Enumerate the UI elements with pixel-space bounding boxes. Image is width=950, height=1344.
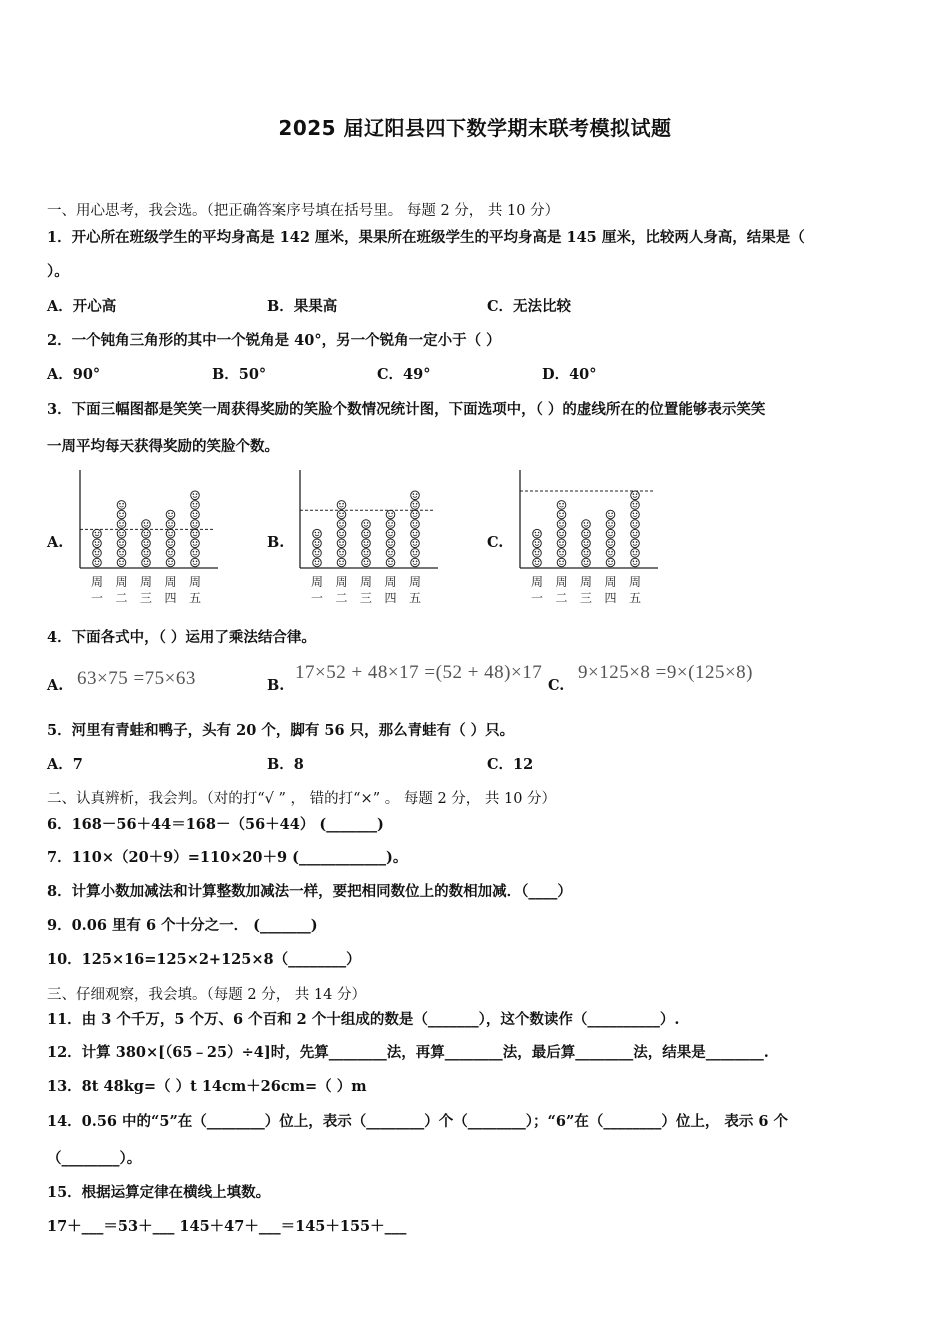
smiley-face-icon: [411, 558, 420, 567]
q5-text: 5．河里有青蛙和鸭子，头有 20 个，脚有 56 只，那么青蛙有（ ）只。: [47, 722, 515, 739]
q1-option-c[interactable]: C．无法比较: [487, 298, 572, 315]
smiley-face-icon: [166, 558, 175, 567]
tick-label: 二: [115, 591, 128, 605]
smiley-face-icon: [533, 539, 542, 548]
smiley-face-icon: [606, 539, 615, 548]
q4-option-b-label[interactable]: B.: [267, 677, 285, 694]
tick-label: 四: [604, 591, 617, 605]
smiley-face-icon: [386, 558, 395, 567]
smiley-face-icon: [337, 501, 346, 510]
smiley-face-icon: [631, 529, 640, 538]
question-item: 6．168－56＋44＝168－（56＋44） (_______): [47, 816, 384, 833]
smiley-face-icon: [337, 549, 346, 558]
tick-label: 周: [139, 575, 153, 589]
smiley-face-icon: [411, 549, 420, 558]
smiley-column: [362, 520, 371, 567]
smiley-face-icon: [582, 539, 591, 548]
smiley-face-icon: [337, 558, 346, 567]
q3-option-b-label[interactable]: B.: [267, 534, 285, 551]
smiley-face-icon: [337, 520, 346, 529]
smiley-face-icon: [166, 510, 175, 519]
smiley-face-icon: [533, 558, 542, 567]
smiley-face-icon: [411, 510, 420, 519]
smiley-face-icon: [386, 510, 395, 519]
tick-label: 一: [530, 591, 544, 605]
tick-label: 周: [90, 575, 104, 589]
smiley-face-icon: [386, 549, 395, 558]
smiley-face-icon: [411, 520, 420, 529]
smiley-face-icon: [166, 549, 175, 558]
smiley-face-icon: [362, 520, 371, 529]
smiley-face-icon: [191, 558, 200, 567]
smiley-face-icon: [337, 529, 346, 538]
smiley-face-icon: [557, 539, 566, 548]
tick-label: 四: [164, 591, 177, 605]
smiley-face-icon: [557, 558, 566, 567]
section3-header: 三、仔细观察，我会填。（每题 2 分， 共 14 分）: [47, 987, 366, 1003]
smiley-face-icon: [166, 520, 175, 529]
q1-option-b[interactable]: B．果果高: [267, 298, 338, 315]
q1-line1: 1．开心所在班级学生的平均身高是 142 厘米，果果所在班级学生的平均身高是 145 厘米，比较两人身高，结果是（: [47, 229, 805, 246]
smiley-column: [606, 510, 615, 567]
question-item: 9．0.06 里有 6 个十分之一． (_______): [47, 917, 318, 934]
q3-line1: 3．下面三幅图都是笑笑一周获得奖励的笑脸个数情况统计图，下面选项中，（ ）的虚线所在的位置能够表示笑笑: [47, 401, 766, 418]
smiley-face-icon: [533, 529, 542, 538]
tick-label: 周: [384, 575, 397, 589]
q4-option-a-label[interactable]: A.: [47, 677, 64, 694]
tick-label: 周: [188, 575, 202, 589]
smiley-face-icon: [313, 529, 322, 538]
smiley-face-icon: [191, 539, 200, 548]
tick-label: 周: [164, 575, 177, 589]
smiley-face-icon: [337, 510, 346, 519]
smiley-face-icon: [313, 558, 322, 567]
q5-option-a[interactable]: A．7: [47, 756, 83, 773]
q3-line2: 一周平均每天获得奖励的笑脸个数。: [47, 438, 279, 455]
smiley-face-icon: [631, 549, 640, 558]
question-item: 11．由 3 个千万，5 个万、6 个百和 2 个十组成的数是（_______），这个数读作（__________）.: [47, 1011, 680, 1028]
tick-label: 周: [335, 575, 348, 589]
q2-option-b[interactable]: B．50°: [212, 366, 267, 383]
tick-label: 四: [384, 591, 397, 605]
smiley-column: [557, 501, 566, 567]
smiley-face-icon: [313, 539, 322, 548]
smiley-face-icon: [533, 549, 542, 558]
q2-text: 2．一个钝角三角形的其中一个锐角是 40°，另一个锐角一定小于（ ）: [47, 332, 501, 349]
smiley-face-icon: [411, 501, 420, 510]
question-item: 15．根据运算定律在横线上填数。: [47, 1184, 271, 1201]
q4-formula-a: 63×75 =75×63: [77, 668, 196, 689]
smiley-face-icon: [606, 510, 615, 519]
smiley-face-icon: [582, 558, 591, 567]
section2-header: 二、认真辨析，我会判。（对的打“√ ” ， 错的打“×” 。 每题 2 分， 共 10 分）: [47, 791, 557, 807]
smiley-face-icon: [142, 558, 151, 567]
tick-label: 周: [604, 575, 617, 589]
smiley-face-icon: [191, 510, 200, 519]
smiley-face-icon: [631, 539, 640, 548]
smiley-face-icon: [411, 491, 420, 500]
chart-b: [290, 465, 440, 610]
tick-label: 五: [628, 591, 642, 605]
tick-label: 五: [408, 591, 422, 605]
smiley-face-icon: [93, 558, 102, 567]
smiley-column: [411, 491, 420, 567]
smiley-face-icon: [386, 539, 395, 548]
question-item: 8．计算小数加减法和计算整数加减法一样，要把相同数位上的数相加减．（____）: [47, 883, 572, 900]
chart-c: [510, 465, 660, 610]
question-item: （________）。: [47, 1150, 142, 1167]
smiley-face-icon: [166, 539, 175, 548]
smiley-column: [166, 510, 175, 567]
tick-label: 五: [188, 591, 202, 605]
tick-label: 三: [139, 591, 153, 605]
smiley-face-icon: [362, 558, 371, 567]
smiley-face-icon: [362, 529, 371, 538]
smiley-face-icon: [117, 558, 126, 567]
smiley-face-icon: [411, 539, 420, 548]
smiley-face-icon: [142, 549, 151, 558]
chart-a: [70, 465, 220, 610]
smiley-face-icon: [411, 529, 420, 538]
smiley-column: [386, 510, 395, 567]
tick-label: 二: [335, 591, 348, 605]
smiley-face-icon: [117, 501, 126, 510]
smiley-face-icon: [117, 539, 126, 548]
smiley-face-icon: [191, 501, 200, 510]
smiley-face-icon: [191, 549, 200, 558]
tick-label: 三: [359, 591, 373, 605]
smiley-face-icon: [631, 510, 640, 519]
smiley-face-icon: [557, 510, 566, 519]
smiley-face-icon: [191, 529, 200, 538]
question-item: 12．计算 380×[（65﹣25）÷4]时，先算________法，再算________法，最后算________法，结果是________.: [47, 1044, 769, 1061]
smiley-column: [582, 520, 591, 567]
tick-label: 周: [359, 575, 373, 589]
smiley-face-icon: [93, 529, 102, 538]
tick-label: 周: [555, 575, 568, 589]
q4-formula-b: 17×52 + 48×17 =(52 + 48)×17: [295, 662, 543, 683]
tick-label: 周: [579, 575, 593, 589]
smiley-face-icon: [557, 520, 566, 529]
smiley-column: [631, 491, 640, 567]
smiley-face-icon: [117, 549, 126, 558]
q5-option-b[interactable]: B．8: [267, 756, 304, 773]
smiley-face-icon: [117, 510, 126, 519]
smiley-column: [313, 529, 322, 566]
smiley-column: [533, 529, 542, 566]
smiley-face-icon: [313, 549, 322, 558]
q2-option-c[interactable]: C．49°: [377, 366, 431, 383]
question-item: 17＋___＝53＋___ 145＋47＋___＝145＋155＋___: [47, 1218, 407, 1235]
question-item: 7．110×（20＋9）=110×20＋9 (____________)。: [47, 849, 408, 866]
tick-label: 周: [115, 575, 128, 589]
smiley-column: [117, 501, 126, 567]
q3-option-c-label[interactable]: C.: [487, 534, 504, 551]
q1-line2: ）。: [47, 263, 69, 280]
q2-option-a[interactable]: A．90°: [47, 366, 101, 383]
question-item: 13．8t 48kg=（ ）t 14cm＋26cm=（ ）m: [47, 1078, 367, 1095]
q4-formula-c: 9×125×8 =9×(125×8): [578, 662, 753, 683]
smiley-face-icon: [93, 549, 102, 558]
q4-option-c-label[interactable]: C.: [548, 677, 565, 694]
smiley-face-icon: [93, 539, 102, 548]
smiley-face-icon: [117, 529, 126, 538]
smiley-face-icon: [557, 529, 566, 538]
question-item: 10．125×16=125×2+125×8（________）: [47, 951, 361, 968]
tick-label: 二: [555, 591, 568, 605]
smiley-face-icon: [117, 520, 126, 529]
smiley-face-icon: [142, 520, 151, 529]
smiley-face-icon: [386, 529, 395, 538]
section1-header: 一、用心思考，我会选。（把正确答案序号填在括号里。 每题 2 分， 共 10 分）: [47, 203, 560, 219]
smiley-face-icon: [557, 549, 566, 558]
smiley-face-icon: [631, 501, 640, 510]
smiley-face-icon: [582, 529, 591, 538]
q5-option-c[interactable]: C．12: [487, 756, 534, 773]
tick-label: 一: [310, 591, 324, 605]
tick-label: 一: [90, 591, 104, 605]
tick-label: 周: [628, 575, 642, 589]
smiley-column: [142, 520, 151, 567]
smiley-face-icon: [606, 549, 615, 558]
tick-label: 周: [530, 575, 544, 589]
question-item: 14．0.56 中的“5”在（________）位上，表示（________）个（________）；“6”在（________）位上， 表示 6 个: [47, 1113, 789, 1130]
smiley-face-icon: [191, 520, 200, 529]
tick-label: 周: [408, 575, 422, 589]
smiley-face-icon: [142, 539, 151, 548]
smiley-face-icon: [606, 529, 615, 538]
smiley-face-icon: [631, 520, 640, 529]
smiley-face-icon: [166, 529, 175, 538]
smiley-face-icon: [606, 558, 615, 567]
smiley-face-icon: [631, 558, 640, 567]
smiley-face-icon: [582, 520, 591, 529]
tick-label: 周: [310, 575, 324, 589]
smiley-face-icon: [142, 529, 151, 538]
q1-option-a[interactable]: A．开心高: [47, 298, 117, 315]
q2-option-d[interactable]: D．40°: [542, 366, 597, 383]
smiley-face-icon: [606, 520, 615, 529]
smiley-face-icon: [362, 539, 371, 548]
smiley-face-icon: [337, 539, 346, 548]
smiley-column: [93, 529, 102, 566]
smiley-face-icon: [631, 491, 640, 500]
smiley-face-icon: [191, 491, 200, 500]
q4-text: 4．下面各式中，（ ）运用了乘法结合律。: [47, 629, 316, 646]
smiley-face-icon: [386, 520, 395, 529]
smiley-face-icon: [582, 549, 591, 558]
page-title: 2025 届辽阳县四下数学期末联考模拟试题: [278, 116, 672, 140]
q3-option-a-label[interactable]: A.: [47, 534, 64, 551]
tick-label: 三: [579, 591, 593, 605]
smiley-face-icon: [557, 501, 566, 510]
smiley-face-icon: [362, 549, 371, 558]
